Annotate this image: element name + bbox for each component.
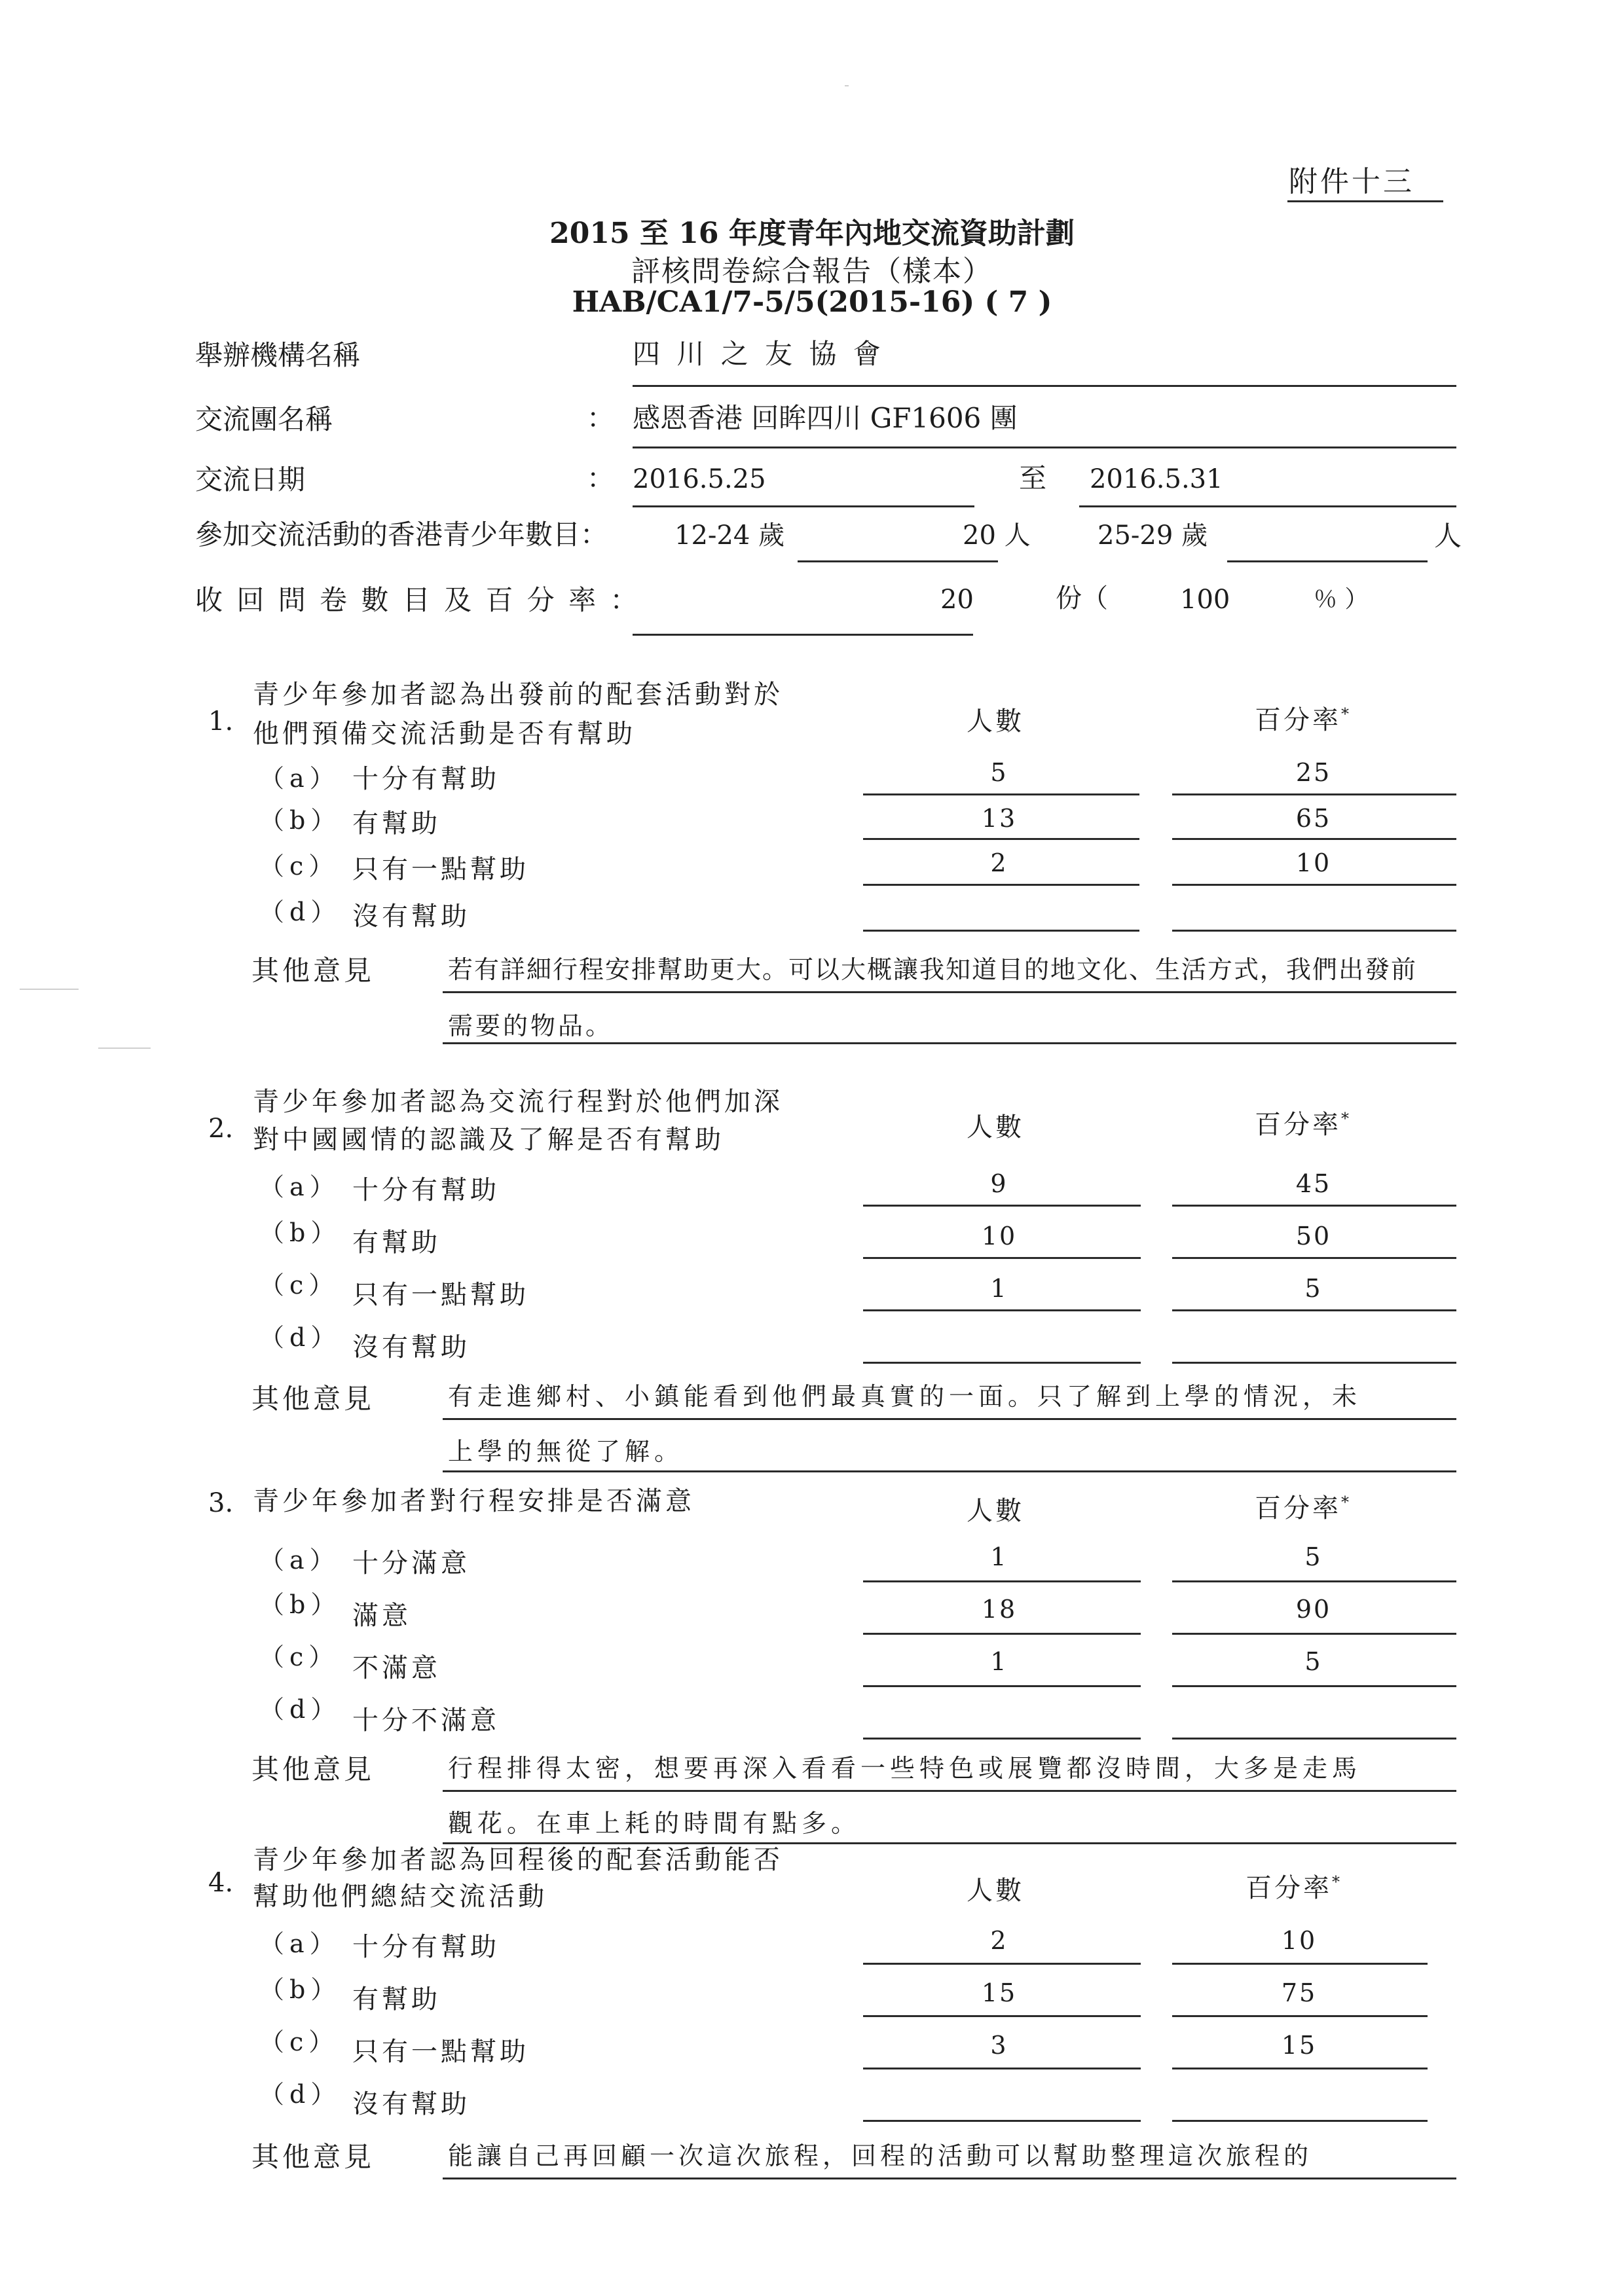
option-label: 沒有幫助 <box>352 1332 470 1362</box>
date-to: 2016.5.31 <box>1090 464 1223 494</box>
count-column-header: 人數 <box>967 1112 1024 1142</box>
count-line <box>863 1362 1141 1364</box>
group-line <box>633 446 1456 448</box>
count-line <box>863 2015 1141 2017</box>
option-letter: （d） <box>259 898 341 926</box>
option-count: 1 <box>990 1274 1008 1303</box>
returned-line <box>633 634 973 636</box>
option-label: 十分有幫助 <box>352 764 500 794</box>
question-number: 4. <box>208 1868 234 1898</box>
count-line <box>863 2068 1141 2069</box>
option-letter: （a） <box>259 764 340 793</box>
option-percent: 10 <box>1281 1926 1318 1955</box>
option-percent: 90 <box>1295 1595 1332 1624</box>
option-percent: 45 <box>1295 1169 1332 1198</box>
count-line <box>863 1309 1141 1311</box>
option-percent: 25 <box>1295 758 1332 787</box>
option-percent: 5 <box>1304 1542 1323 1571</box>
report-subtitle: 評核問卷綜合報告（樣本） <box>631 255 993 288</box>
option-letter: （c） <box>259 1271 339 1300</box>
option-percent: 65 <box>1295 804 1332 833</box>
age-range-1: 12-24 歲 <box>674 520 785 551</box>
returned-label: 收 回 問 卷 數 目 及 百 分 率 ： <box>195 584 640 616</box>
returned-unit: 份（ <box>1056 583 1108 613</box>
count-line <box>863 1963 1141 1965</box>
option-count: 3 <box>990 2031 1008 2060</box>
percent-line <box>1172 2068 1428 2069</box>
option-letter: （b） <box>259 1218 341 1247</box>
count-line <box>863 1633 1141 1635</box>
comment-text: 觀花。在車上耗的時間有點多。 <box>448 1809 861 1838</box>
option-label: 十分不滿意 <box>352 1705 500 1736</box>
count-column-header: 人數 <box>967 1496 1024 1526</box>
returned-count: 20 <box>940 585 974 615</box>
percent-line <box>1172 1309 1456 1311</box>
percent-line <box>1172 1633 1456 1635</box>
option-letter: （b） <box>259 1975 341 2004</box>
percent-line <box>1172 884 1456 886</box>
question-text: 他們預備交流活動是否有幫助 <box>253 719 636 749</box>
question-number: 2. <box>208 1114 234 1144</box>
comment-text: 上學的無從了解。 <box>448 1437 684 1466</box>
comment-label: 其他意見 <box>251 955 375 987</box>
group-colon: ： <box>587 402 615 434</box>
comment-label: 其他意見 <box>251 2141 375 2173</box>
comment-text: 能讓自己再回顧一次這次旅程，回程的活動可以幫助整理這次旅程的 <box>448 2141 1313 2170</box>
age-range-1-line <box>798 560 998 562</box>
percent-line <box>1172 1205 1456 1207</box>
org-value: 四 川 之 友 協 會 <box>633 338 885 370</box>
option-label: 十分有幫助 <box>352 1932 500 1962</box>
comment-label: 其他意見 <box>251 1753 375 1785</box>
option-letter: （d） <box>259 2080 341 2109</box>
comment-line <box>443 991 1456 993</box>
percent-line <box>1172 1362 1456 1364</box>
option-count: 10 <box>981 1222 1018 1250</box>
appendix-label: 附件十三 <box>1289 165 1414 198</box>
group-value: 感恩香港 回眸四川 GF1606 團 <box>633 402 1018 434</box>
option-percent: 75 <box>1281 1978 1318 2007</box>
option-label: 有幫助 <box>352 1984 441 2014</box>
date-to-word: 至 <box>1019 462 1047 494</box>
question-text: 青少年參加者對行程安排是否滿意 <box>253 1486 695 1516</box>
percent-line <box>1172 1738 1456 1740</box>
option-label: 滿意 <box>352 1601 411 1631</box>
percent-line <box>1172 2015 1428 2017</box>
question-text: 對中國國情的認識及了解是否有幫助 <box>253 1125 724 1155</box>
option-label: 有幫助 <box>352 1228 441 1258</box>
option-count: 2 <box>990 1926 1008 1955</box>
question-text: 青少年參加者認為回程後的配套活動能否 <box>253 1845 783 1875</box>
age-range-2: 25-29 歲 <box>1098 520 1208 551</box>
option-count: 15 <box>981 1978 1018 2007</box>
count-line <box>863 884 1139 886</box>
option-letter: （b） <box>259 1590 341 1619</box>
count-line <box>863 1580 1141 1582</box>
question-text: 幫助他們總結交流活動 <box>253 1882 547 1912</box>
date-label: 交流日期 <box>195 464 306 496</box>
option-count: 2 <box>990 848 1008 877</box>
option-percent: 5 <box>1304 1274 1323 1303</box>
report-reference: HAB/CA1/7-5/5(2015-16) ( 7 ) <box>572 285 1052 319</box>
date-to-line <box>1079 505 1456 507</box>
comment-line <box>443 1042 1456 1044</box>
percent-line <box>1172 1963 1428 1965</box>
option-letter: （c） <box>259 1643 339 1671</box>
option-count: 9 <box>990 1169 1008 1198</box>
org-label: 舉辦機構名稱 <box>195 339 361 371</box>
percent-line <box>1172 838 1456 840</box>
option-letter: （c） <box>259 2028 339 2056</box>
option-label: 沒有幫助 <box>352 2089 470 2119</box>
option-count: 13 <box>981 804 1018 833</box>
count-line <box>863 1205 1141 1207</box>
date-colon: ： <box>587 462 615 494</box>
comment-text: 有走進鄉村、小鎮能看到他們最真實的一面。只了解到上學的情況，未 <box>448 1382 1362 1411</box>
comment-text: 行程排得太密，想要再深入看看一些特色或展覽都沒時間，大多是走馬 <box>448 1754 1362 1783</box>
question-text: 青少年參加者認為出發前的配套活動對於 <box>253 680 783 710</box>
count-column-header: 人數 <box>967 706 1024 737</box>
question-number: 3. <box>208 1488 234 1518</box>
returned-percent-unit: ％ ） <box>1314 586 1369 613</box>
percent-header-text: 百分率 <box>1246 1873 1332 1903</box>
option-percent: 15 <box>1281 2031 1318 2060</box>
option-label: 十分有幫助 <box>352 1175 500 1205</box>
percent-asterisk: * <box>1341 1109 1352 1128</box>
comment-line <box>443 1418 1456 1420</box>
date-from: 2016.5.25 <box>633 464 766 494</box>
report-title: 2015 至 16 年度青年內地交流資助計劃 <box>549 217 1075 250</box>
option-label: 只有一點幫助 <box>352 2037 529 2067</box>
percent-asterisk: * <box>1341 1493 1352 1512</box>
percent-header-text: 百分率 <box>1255 705 1341 735</box>
participants-label: 參加交流活動的香港青少年數目： <box>195 519 608 551</box>
percent-column-header <box>1246 1867 1342 1904</box>
percent-header-text: 百分率 <box>1255 1493 1341 1523</box>
age-range-2-unit: 人 <box>1434 520 1462 552</box>
option-count: 1 <box>990 1647 1008 1676</box>
option-letter: （a） <box>259 1546 340 1575</box>
percent-asterisk: * <box>1341 704 1352 723</box>
percent-line <box>1172 930 1456 932</box>
count-line <box>863 930 1139 932</box>
option-label: 有幫助 <box>352 809 441 839</box>
option-count: 5 <box>990 758 1008 787</box>
count-line <box>863 838 1139 840</box>
age-range-2-line <box>1227 560 1428 562</box>
comment-label: 其他意見 <box>251 1383 375 1415</box>
option-letter: （c） <box>259 852 339 881</box>
comment-line <box>443 1790 1456 1792</box>
option-label: 只有一點幫助 <box>352 1280 529 1310</box>
question-text: 青少年參加者認為交流行程對於他們加深 <box>253 1087 783 1117</box>
percent-line <box>1172 1257 1456 1259</box>
option-letter: （a） <box>259 1173 340 1201</box>
option-percent: 5 <box>1304 1647 1323 1676</box>
count-line <box>863 1685 1141 1687</box>
percent-column-header <box>1255 1104 1352 1141</box>
question-number: 1. <box>208 706 234 737</box>
scan-artifact <box>845 85 849 86</box>
option-percent: 50 <box>1295 1222 1332 1250</box>
age-range-1-count: 20 人 <box>963 520 1031 551</box>
option-label: 只有一點幫助 <box>352 854 529 884</box>
comment-text: 若有詳細行程安排幫助更大。可以大概讓我知道目的地文化、生活方式，我們出發前 <box>448 955 1418 984</box>
option-label: 十分滿意 <box>352 1548 470 1578</box>
count-line <box>863 1738 1141 1740</box>
appendix-underline <box>1287 200 1443 202</box>
percent-line <box>1172 793 1456 795</box>
option-label: 沒有幫助 <box>352 902 470 932</box>
group-label: 交流團名稱 <box>195 403 333 435</box>
option-letter: （d） <box>259 1323 341 1352</box>
percent-line <box>1172 1580 1456 1582</box>
option-label: 不滿意 <box>352 1653 441 1683</box>
percent-header-text: 百分率 <box>1255 1110 1341 1140</box>
percent-line <box>1172 2120 1428 2122</box>
org-line <box>633 385 1456 387</box>
option-letter: （a） <box>259 1929 340 1958</box>
option-count: 18 <box>981 1595 1018 1624</box>
percent-column-header <box>1255 1487 1352 1525</box>
option-letter: （d） <box>259 1695 341 1724</box>
scan-artifact <box>20 989 79 990</box>
comment-line <box>443 1470 1456 1472</box>
comment-text: 需要的物品。 <box>448 1011 614 1040</box>
scan-artifact <box>98 1048 151 1049</box>
returned-percent: 100 <box>1180 585 1230 615</box>
count-column-header: 人數 <box>967 1876 1024 1906</box>
option-letter: （b） <box>259 806 341 835</box>
count-line <box>863 1257 1141 1259</box>
count-line <box>863 2120 1141 2122</box>
count-line <box>863 793 1139 795</box>
option-percent: 10 <box>1295 848 1332 877</box>
percent-column-header <box>1255 699 1352 737</box>
comment-line <box>443 2178 1456 2179</box>
percent-line <box>1172 1685 1456 1687</box>
option-count: 1 <box>990 1542 1008 1571</box>
percent-asterisk: * <box>1332 1872 1342 1891</box>
date-from-line <box>633 505 974 507</box>
